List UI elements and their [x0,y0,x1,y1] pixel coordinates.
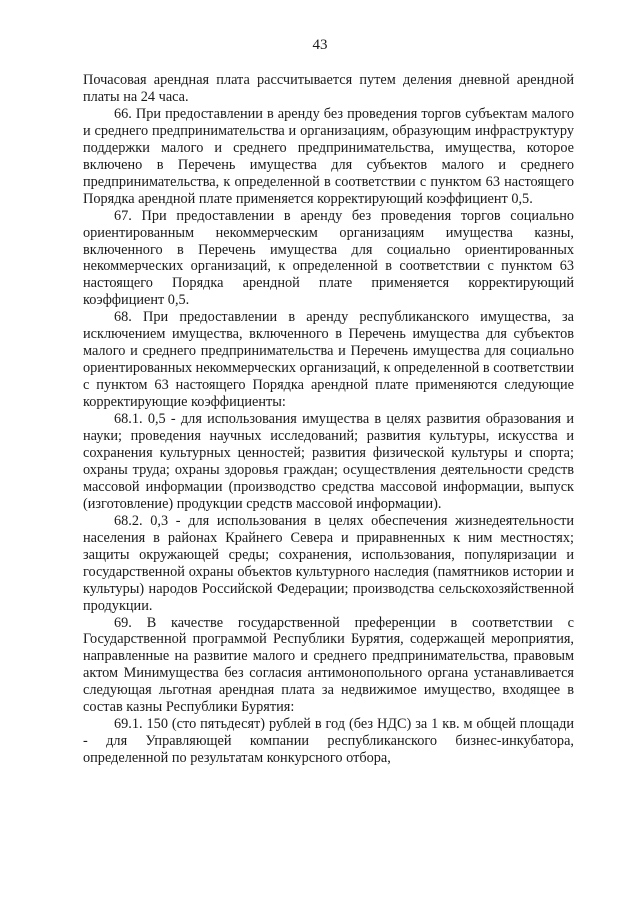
paragraph-68-2: 68.2. 0,3 - для использования в целях обеспечения жизнедеятельности населения в районах Крайнего Севера и приравненных к ним местностях; защиты окружающей среды; сохранения, использования, популяризации и государственной охраны объектов культурного наследия (памятников истории и культуры) народов Российской Федерации; производства сельскохозяйственной продукции. [83,512,574,614]
document-body [83,72,574,767]
page-number: 43 [312,37,328,53]
paragraph-67: 67. При предоставлении в аренду без проведения торгов социально ориентированным некоммерческим организациям имущества казны, включенного в Перечень имущества для социально ориентированных некоммерческих организаций, к определенной в соответствии с пунктом 63 настоящего Порядка арендной плате применяется корректирующий коэффициент 0,5. [83,207,574,309]
paragraph-68: 68. При предоставлении в аренду республиканского имущества, за исключением имущества, включенного в Перечень имущества для субъектов малого и среднего предпринимательства и Перечень имущества для социально ориентированных некоммерческих организаций, к определенной в соответствии с пунктом 63 настоящего Порядка арендной плате применяются следующие корректирующие коэффициенты: [83,309,574,411]
paragraph-66: 66. При предоставлении в аренду без проведения торгов субъектам малого и среднего предпринимательства и организациям, образующим инфраструктуру поддержки малого и среднего предпринимательства, имущества, которое включено в Перечень имущества для субъектов малого и среднего предпринимательства, к определенной в соответствии с пунктом 63 настоящего Порядка арендной плате применяется корректирующий коэффициент 0,5. [83,105,574,207]
paragraph-68-1: 68.1. 0,5 - для использования имущества в целях развития образования и науки; проведения научных исследований; развития культуры, искусства и сохранения культурных ценностей; развития физической культуры и спорта; охраны труда; охраны здоровья граждан; осуществления деятельности средств массовой информации (производство средства массовой информации, выпуск (изготовление) продукции средств массовой информации). [83,411,574,512]
paragraph-hourly-rent: Почасовая арендная плата рассчитывается путем деления дневной арендной платы на 24 часа. [83,72,574,105]
paragraph-69: 69. В качестве государственной преференции в соответствии с Государственной программой Республики Бурятия, содержащей мероприятия, направленные на развитие малого и среднего предпринимательства, правовым актом Минимущества без согласия антимонопольного органа устанавливается следующая льготная арендная плата за недвижимое имущество, входящее в состав казны Республики Бурятия: [83,614,574,716]
paragraph-69-1: 69.1. 150 (сто пятьдесят) рублей в год (без НДС) за 1 кв. м общей площади - для Управляющей компании республиканского бизнес-инкубатора, определенной по результатам конкурсного отбора, [83,716,574,767]
